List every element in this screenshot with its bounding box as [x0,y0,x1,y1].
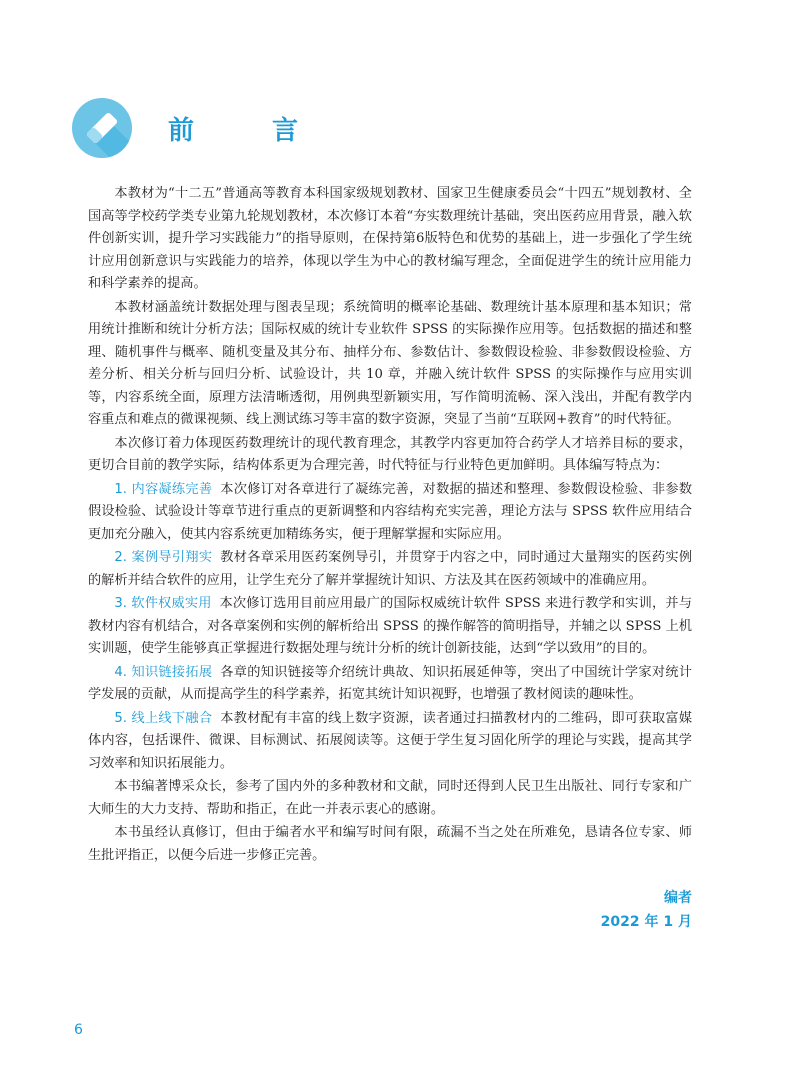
feature-label: 3. 软件权威实用 [114,596,212,611]
feature-text: 本教材配有丰富的线上数字资源，读者通过扫描教材内的二维码，即可获取富媒体内容，包括课件、微课、目标测试、拓展阅读等。这便于学生复习固化所学的理论与实践，提高其学习效率和知识拓展能力。 [88,710,693,771]
feature-text: 本次修订选用目前应用最广的国际权威统计软件 SPSS 来进行教学和实训，并与教材内容有机结合，对各章案例和实例的解析给出 SPSS 的操作解答的简明指导，并辅之以 SPSS 上机实训题，使学生能够真正掌握进行数据处理与统计分析的统计创新技能，达到“学以致用”的目的。 [88,596,693,656]
preface-body [88,183,692,867]
feature-text: 教材各章采用医药案例导引，并贯穿于内容之中，同时通过大量翔实的医药实例的解析并结合软件的应用，让学生充分了解并掌握统计知识、方法及其在医药领域中的准确应用。 [88,550,693,588]
page-number: 6 [74,1022,83,1038]
feature-item [88,708,692,776]
feature-item [88,593,692,661]
signature-block [601,886,692,934]
feature-item [88,662,692,707]
feature-item [88,547,692,592]
paragraph-intro: 本教材为“十二五”普通高等教育本科国家级规划教材、国家卫生健康委员会“十四五”规划教材、全国高等学校药学类专业第九轮规划教材，本次修订本着“夯实数理统计基础，突出医药应用背景，融入软件创新实训，提升学习实践能力”的指导原则，在保持第6版特色和优势的基础上，进一步强化了学生统计应用创新意识与实践能力的培养，体现以学生为中心的教材编写理念，全面促进学生的统计应用能力和科学素养的提高。 [88,186,692,291]
feature-text: 各章的知识链接等介绍统计典故、知识拓展延伸等，突出了中国统计学家对统计学发展的贡献，从而提高学生的科学素养，拓宽其统计知识视野，也增强了教材阅读的趣味性。 [88,664,693,702]
signature-date: 2022 年 1 月 [600,914,692,930]
feature-text: 本次修订对各章进行了凝练完善，对数据的描述和整理、参数假设检验、非参数假设检验、试验设计等章节进行重点的更新调整和内容结构充实完善，理论方法与 SPSS 软件应用结合更加充分融入，使其内容系统更加精练务实，便于理解掌握和实际应用。 [88,481,693,542]
feature-label: 4. 知识链接拓展 [114,664,213,680]
feature-label: 1. 内容凝练完善 [114,481,213,497]
paragraph-scope: 本教材涵盖统计数据处理与图表呈现；系统简明的概率论基础、数理统计基本原理和基本知识；常用统计推断和统计分析方法；国际权威的统计专业软件 SPSS 的实际操作应用等。包括数据的描述和整理、随机事件与概率、随机变量及其分布、抽样分布、参数估计、参数假设检验、非参数假设检验、方差分析、相关分析与回归分析、试验设计，共 10 章，并融入统计软件 SPSS 的实际操作与应用实训等，内容系统全面，原理方法清晰透彻，用例典型新颖实用，写作简明流畅、深入浅出，并配有教学内容重点和难点的微课视频、线上测试练习等丰富的数字资源，突显了当前“互联网+教育”的时代特征。 [88,299,692,427]
paragraph-revision: 本次修订着力体现医药数理统计的现代教育理念，其教学内容更加符合药学人才培养目标的要求，更切合目前的教学实际，结构体系更为合理完善，时代特征与行业特色更加鲜明。具体编写特点为： [88,435,692,473]
pencil-eraser-icon [72,98,132,158]
signature-author: 编者 [664,890,692,906]
paragraph-apology: 本书虽经认真修订，但由于编者水平和编写时间有限，疏漏不当之处在所难免，恳请各位专家、师生批评指正，以便今后进一步修正完善。 [88,825,692,863]
feature-item [88,479,692,547]
paragraph-thanks: 本书编著博采众长，参考了国内外的多种教材和文献，同时还得到人民卫生出版社、同行专家和广大师生的大力支持、帮助和指正，在此一并表示衷心的感谢。 [88,779,692,817]
page-title: 前 言 [168,115,325,146]
preface-header [72,96,324,160]
feature-label: 2. 案例导引翔实 [114,550,213,565]
feature-label: 5. 线上线下融合 [114,710,213,726]
